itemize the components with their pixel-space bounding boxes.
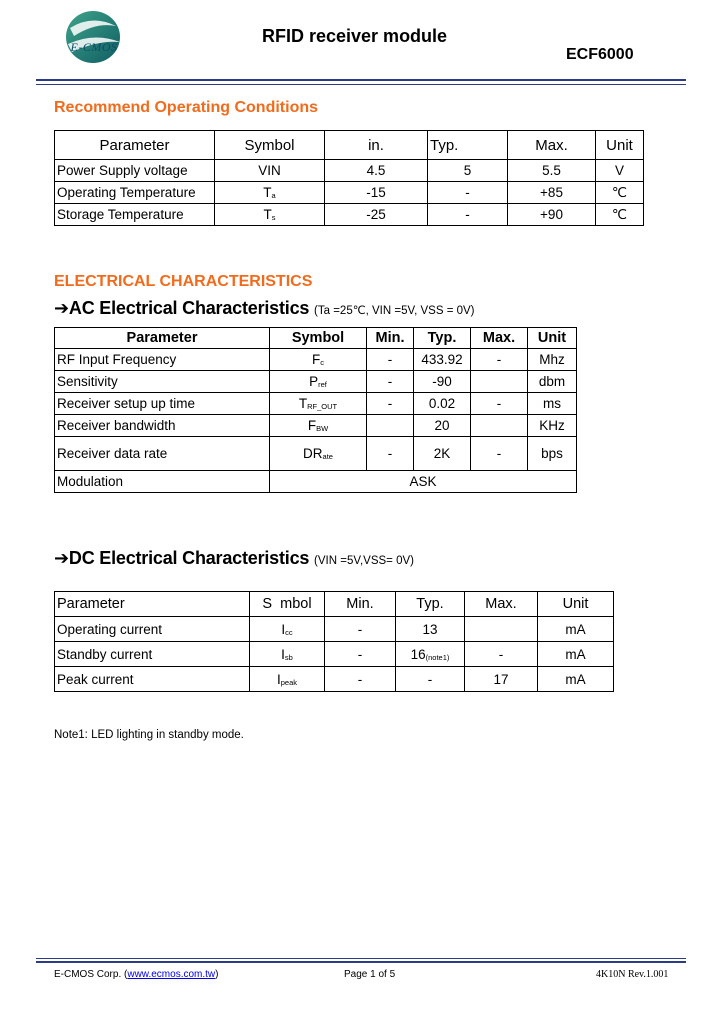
- min-cell: -: [325, 642, 396, 667]
- max-cell: 17: [465, 667, 538, 692]
- table-row: [55, 437, 577, 471]
- table-header-row: [55, 592, 614, 617]
- arrow-right-icon: ➔: [54, 298, 69, 318]
- param-cell: Power Supply voltage: [55, 160, 215, 182]
- table-row: [55, 371, 577, 393]
- dc-conditions: (VIN =5V,VSS= 0V): [314, 555, 414, 567]
- typ-cell: 0.02: [414, 393, 471, 415]
- col-parameter: Parameter: [55, 592, 250, 617]
- col-parameter: Parameter: [55, 131, 215, 160]
- symbol-cell: VIN: [215, 160, 325, 182]
- footnote: Note1: LED lighting in standby mode.: [54, 729, 244, 741]
- unit-cell: Mhz: [528, 349, 577, 371]
- unit-cell: ℃: [596, 182, 644, 204]
- footer-revision: 4K10N Rev.1.001: [596, 969, 669, 980]
- col-unit: Unit: [528, 328, 577, 349]
- typ-cell: -: [396, 667, 465, 692]
- unit-cell: mA: [538, 642, 614, 667]
- param-cell: Operating Temperature: [55, 182, 215, 204]
- table-row: [55, 667, 614, 692]
- logo-text: E-CMOS: [70, 40, 118, 54]
- ac-section-title: ➔AC Electrical Characteristics (Ta =25℃, VIN =5V, VSS = 0V): [54, 298, 475, 318]
- header-divider: [36, 79, 686, 85]
- ac-table: [54, 327, 577, 493]
- col-parameter: Parameter: [55, 328, 270, 349]
- col-symbol: Symbol: [215, 131, 325, 160]
- max-cell: -: [471, 393, 528, 415]
- table-row: [55, 471, 577, 493]
- typ-cell: $16_{(note1)}$: [396, 642, 465, 667]
- col-max: Max.: [471, 328, 528, 349]
- min-cell: -: [325, 667, 396, 692]
- symbol-cell: $T_a$: [215, 182, 325, 204]
- param-cell: Receiver setup up time: [55, 393, 270, 415]
- max-cell: -: [471, 349, 528, 371]
- max-cell: [465, 617, 538, 642]
- unit-cell: ms: [528, 393, 577, 415]
- typ-cell: -90: [414, 371, 471, 393]
- col-symbol: S mbol: [250, 592, 325, 617]
- param-cell: Standby current: [55, 642, 250, 667]
- typ-cell: -: [428, 182, 508, 204]
- recommend-table: [54, 130, 644, 226]
- dc-section-title: ➔DC Electrical Characteristics (VIN =5V,VSS= 0V): [54, 548, 414, 568]
- param-cell: Sensitivity: [55, 371, 270, 393]
- col-min: in.: [325, 131, 428, 160]
- max-cell: -: [471, 437, 528, 471]
- col-max: Max.: [508, 131, 596, 160]
- recommend-section-title: Recommend Operating Conditions: [54, 99, 319, 116]
- param-cell: Receiver bandwidth: [55, 415, 270, 437]
- col-min: Min.: [325, 592, 396, 617]
- symbol-cell: $F_{BW}$: [270, 415, 367, 437]
- ac-conditions: (Ta =25℃, VIN =5V, VSS = 0V): [314, 305, 475, 317]
- unit-cell: V: [596, 160, 644, 182]
- unit-cell: mA: [538, 667, 614, 692]
- min-cell: [367, 415, 414, 437]
- min-cell: -: [367, 437, 414, 471]
- table-row: [55, 415, 577, 437]
- symbol-cell: $I_{cc}$: [250, 617, 325, 642]
- table-row: [55, 393, 577, 415]
- electrical-section-title: ELECTRICAL CHARACTERISTICS: [54, 273, 313, 290]
- col-symbol: Symbol: [270, 328, 367, 349]
- arrow-right-icon: ➔: [54, 548, 69, 568]
- table-header-row: [55, 131, 644, 160]
- table-row: [55, 204, 644, 226]
- typ-cell: 20: [414, 415, 471, 437]
- col-min: Min.: [367, 328, 414, 349]
- unit-cell: dbm: [528, 371, 577, 393]
- symbol-cell: $P_{ref}$: [270, 371, 367, 393]
- min-cell: 4.5: [325, 160, 428, 182]
- typ-cell: 2K: [414, 437, 471, 471]
- col-unit: Unit: [596, 131, 644, 160]
- col-typ: Typ.: [414, 328, 471, 349]
- dc-table: [54, 591, 614, 692]
- symbol-cell: $T_s$: [215, 204, 325, 226]
- footer-divider: [36, 958, 686, 963]
- max-cell: [471, 371, 528, 393]
- table-row: [55, 160, 644, 182]
- param-cell: Receiver data rate: [55, 437, 270, 471]
- symbol-cell: $T_{RF\_OUT}$: [270, 393, 367, 415]
- col-typ: Typ.: [396, 592, 465, 617]
- table-row: [55, 349, 577, 371]
- max-cell: 5.5: [508, 160, 596, 182]
- min-cell: -: [367, 349, 414, 371]
- max-cell: [471, 415, 528, 437]
- max-cell: +85: [508, 182, 596, 204]
- param-cell: RF Input Frequency: [55, 349, 270, 371]
- param-cell: Operating current: [55, 617, 250, 642]
- part-number: ECF6000: [566, 46, 634, 63]
- param-cell: Modulation: [55, 471, 270, 493]
- min-cell: -: [367, 371, 414, 393]
- footer-company: E-CMOS Corp. (www.ecmos.com.tw): [54, 969, 219, 980]
- max-cell: +90: [508, 204, 596, 226]
- unit-cell: mA: [538, 617, 614, 642]
- param-cell: Peak current: [55, 667, 250, 692]
- table-row: [55, 182, 644, 204]
- logo-swirl-icon: [52, 6, 130, 72]
- unit-cell: KHz: [528, 415, 577, 437]
- typ-cell: 13: [396, 617, 465, 642]
- symbol-cell: $DR_{ate}$: [270, 437, 367, 471]
- website-link[interactable]: www.ecmos.com.tw: [127, 969, 216, 980]
- param-cell: Storage Temperature: [55, 204, 215, 226]
- company-logo: [52, 6, 130, 72]
- min-cell: -: [367, 393, 414, 415]
- typ-cell: 5: [428, 160, 508, 182]
- col-max: Max.: [465, 592, 538, 617]
- typ-cell: -: [428, 204, 508, 226]
- col-typ: Typ.: [428, 131, 508, 160]
- table-header-row: [55, 328, 577, 349]
- symbol-cell: $F_c$: [270, 349, 367, 371]
- table-row: [55, 617, 614, 642]
- symbol-cell: $I_{peak}$: [250, 667, 325, 692]
- symbol-cell: $I_{sb}$: [250, 642, 325, 667]
- min-cell: -: [325, 617, 396, 642]
- modulation-value: ASK: [270, 471, 577, 493]
- max-cell: -: [465, 642, 538, 667]
- footer-page-number: Page 1 of 5: [344, 969, 396, 980]
- unit-cell: bps: [528, 437, 577, 471]
- typ-cell: 433.92: [414, 349, 471, 371]
- min-cell: -15: [325, 182, 428, 204]
- col-unit: Unit: [538, 592, 614, 617]
- document-title: RFID receiver module: [262, 26, 448, 46]
- unit-cell: ℃: [596, 204, 644, 226]
- min-cell: -25: [325, 204, 428, 226]
- table-row: [55, 642, 614, 667]
